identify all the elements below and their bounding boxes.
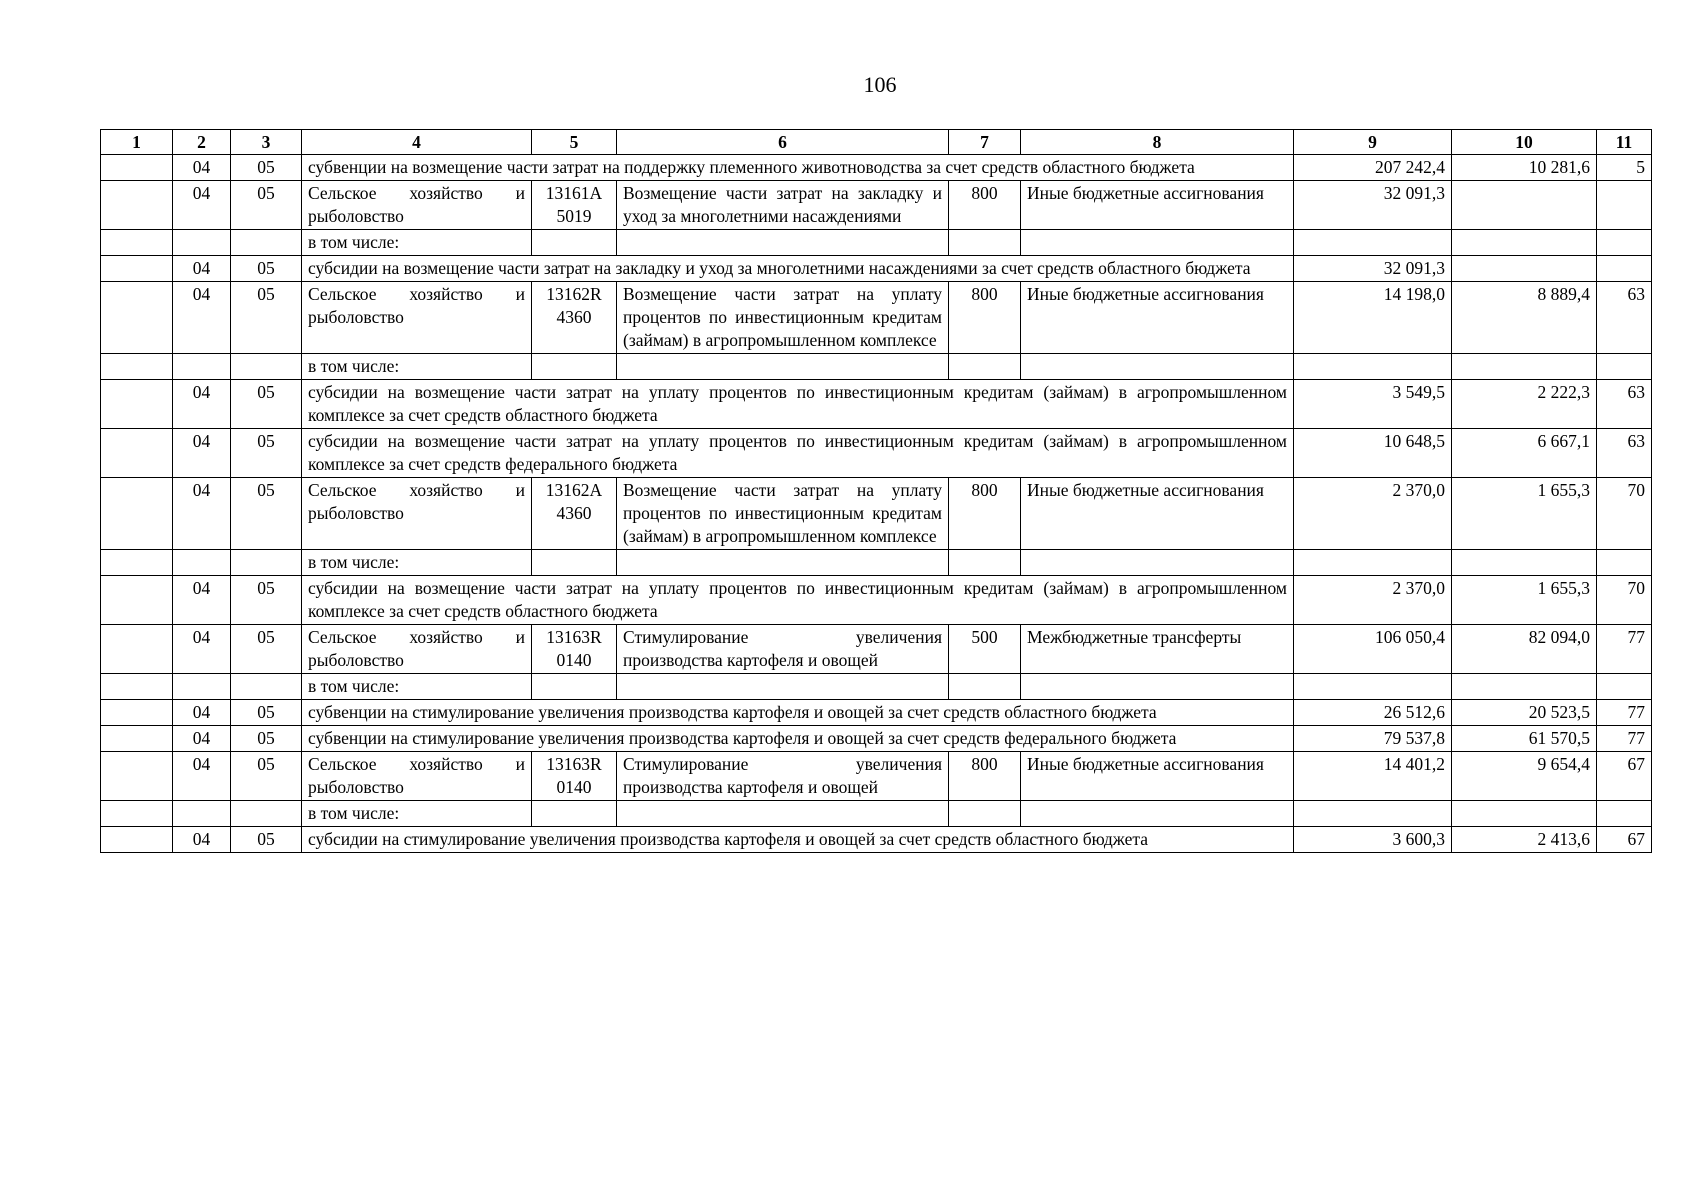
page-number: 106 (863, 72, 897, 97)
section-code: 04 (173, 625, 231, 674)
subsection-code: 05 (231, 155, 302, 181)
section-code: 04 (173, 181, 231, 230)
section-code: 04 (173, 478, 231, 550)
empty-cell (101, 230, 173, 256)
column-header-11: 11 (1597, 130, 1652, 155)
column-header-7: 7 (949, 130, 1021, 155)
empty-cell (532, 354, 617, 380)
percent-col11: 70 (1597, 576, 1652, 625)
expense-type-code: 800 (949, 478, 1021, 550)
percent-col11 (1597, 181, 1652, 230)
column-header-4: 4 (302, 130, 532, 155)
empty-cell (949, 801, 1021, 827)
empty-cell (101, 354, 173, 380)
empty-cell (231, 354, 302, 380)
amount-col9: 14 401,2 (1294, 752, 1452, 801)
empty-cell (101, 550, 173, 576)
empty-cell (617, 674, 949, 700)
percent-col11: 77 (1597, 700, 1652, 726)
sub-item-row (101, 256, 1652, 282)
amount-col10: 9 654,4 (1452, 752, 1597, 801)
empty-cell (1294, 230, 1452, 256)
percent-col11 (1597, 256, 1652, 282)
percent-col11: 67 (1597, 827, 1652, 853)
empty-cell (1597, 354, 1652, 380)
percent-col11: 63 (1597, 282, 1652, 354)
section-name: Сельское хозяйство и рыболовство (302, 752, 532, 801)
expense-description: Возмещение части затрат на уплату процентов по инвестиционным кредитам (займам) в агропромышленном комплексе (617, 282, 949, 354)
percent-col11: 63 (1597, 429, 1652, 478)
expense-type-name: Межбюджетные трансферты (1021, 625, 1294, 674)
section-name: Сельское хозяйство и рыболовство (302, 625, 532, 674)
column-header-9: 9 (1294, 130, 1452, 155)
expense-type-name: Иные бюджетные ассигнования (1021, 282, 1294, 354)
expense-type-name: Иные бюджетные ассигнования (1021, 181, 1294, 230)
section-name: Сельское хозяйство и рыболовство (302, 282, 532, 354)
amount-col10: 2 222,3 (1452, 380, 1597, 429)
empty-cell (617, 354, 949, 380)
amount-col10: 82 094,0 (1452, 625, 1597, 674)
header-row (101, 130, 1652, 155)
expense-type-name: Иные бюджетные ассигнования (1021, 752, 1294, 801)
amount-col9: 3 549,5 (1294, 380, 1452, 429)
amount-col9: 207 242,4 (1294, 155, 1452, 181)
amount-col9: 14 198,0 (1294, 282, 1452, 354)
subsection-code: 05 (231, 256, 302, 282)
sub-item-row (101, 380, 1652, 429)
percent-col11: 77 (1597, 726, 1652, 752)
note-text: в том числе: (302, 230, 532, 256)
expense-type-code: 800 (949, 282, 1021, 354)
main-item-row (101, 478, 1652, 550)
amount-col10: 10 281,6 (1452, 155, 1597, 181)
amount-col10: 1 655,3 (1452, 576, 1597, 625)
empty-cell (1294, 354, 1452, 380)
amount-col10: 8 889,4 (1452, 282, 1597, 354)
amount-col9: 26 512,6 (1294, 700, 1452, 726)
empty-cell (101, 700, 173, 726)
subsection-code: 05 (231, 380, 302, 429)
note-row (101, 230, 1652, 256)
empty-cell (101, 726, 173, 752)
sub-item-row (101, 827, 1652, 853)
target-article-code: 13162А 4360 (532, 478, 617, 550)
amount-col10 (1452, 181, 1597, 230)
empty-cell (1597, 674, 1652, 700)
note-text: в том числе: (302, 354, 532, 380)
empty-cell (1452, 354, 1597, 380)
empty-cell (101, 181, 173, 230)
expense-type-name: Иные бюджетные ассигнования (1021, 478, 1294, 550)
subsection-code: 05 (231, 827, 302, 853)
section-code: 04 (173, 256, 231, 282)
budget-table (100, 129, 1652, 853)
percent-col11: 63 (1597, 380, 1652, 429)
empty-cell (949, 674, 1021, 700)
amount-col10: 6 667,1 (1452, 429, 1597, 478)
amount-col9: 106 050,4 (1294, 625, 1452, 674)
sub-item-description: субвенции на стимулирование увеличения производства картофеля и овощей за счет средств областного бюджета (302, 700, 1294, 726)
sub-item-description: субсидии на возмещение части затрат на уплату процентов по инвестиционным кредитам (займам) в агропромышленном комплексе за счет средств областного бюджета (302, 380, 1294, 429)
empty-cell (532, 801, 617, 827)
amount-col9: 32 091,3 (1294, 181, 1452, 230)
empty-cell (101, 380, 173, 429)
empty-cell (949, 550, 1021, 576)
empty-cell (532, 550, 617, 576)
percent-col11: 77 (1597, 625, 1652, 674)
empty-cell (101, 256, 173, 282)
empty-cell (101, 282, 173, 354)
expense-type-code: 500 (949, 625, 1021, 674)
subsection-code: 05 (231, 700, 302, 726)
section-code: 04 (173, 155, 231, 181)
empty-cell (101, 576, 173, 625)
empty-cell (1452, 550, 1597, 576)
subsection-code: 05 (231, 752, 302, 801)
target-article-code: 13163R 0140 (532, 752, 617, 801)
section-code: 04 (173, 700, 231, 726)
empty-cell (231, 674, 302, 700)
subsection-code: 05 (231, 282, 302, 354)
empty-cell (101, 674, 173, 700)
amount-col10: 20 523,5 (1452, 700, 1597, 726)
empty-cell (1597, 230, 1652, 256)
column-header-10: 10 (1452, 130, 1597, 155)
main-item-row (101, 282, 1652, 354)
section-code: 04 (173, 576, 231, 625)
section-code: 04 (173, 827, 231, 853)
empty-cell (1452, 674, 1597, 700)
sub-item-row (101, 726, 1652, 752)
column-header-1: 1 (101, 130, 173, 155)
subsection-code: 05 (231, 478, 302, 550)
sub-item-description: субсидии на возмещение части затрат на закладку и уход за многолетними насаждениями за счет средств областного бюджета (302, 256, 1294, 282)
subsection-code: 05 (231, 429, 302, 478)
subsection-code: 05 (231, 726, 302, 752)
main-item-row (101, 752, 1652, 801)
empty-cell (173, 674, 231, 700)
amount-col9: 3 600,3 (1294, 827, 1452, 853)
subsection-code: 05 (231, 576, 302, 625)
amount-col10: 1 655,3 (1452, 478, 1597, 550)
empty-cell (532, 230, 617, 256)
note-row (101, 354, 1652, 380)
column-header-2: 2 (173, 130, 231, 155)
section-name: Сельское хозяйство и рыболовство (302, 181, 532, 230)
section-code: 04 (173, 752, 231, 801)
note-row (101, 801, 1652, 827)
empty-cell (1452, 230, 1597, 256)
section-code: 04 (173, 429, 231, 478)
empty-cell (1294, 801, 1452, 827)
empty-cell (1294, 550, 1452, 576)
empty-cell (1021, 674, 1294, 700)
amount-col9: 10 648,5 (1294, 429, 1452, 478)
subsection-code: 05 (231, 625, 302, 674)
empty-cell (173, 550, 231, 576)
empty-cell (617, 550, 949, 576)
empty-cell (101, 478, 173, 550)
empty-cell (949, 354, 1021, 380)
expense-description: Возмещение части затрат на уплату процентов по инвестиционным кредитам (займам) в агропромышленном комплексе (617, 478, 949, 550)
empty-cell (173, 230, 231, 256)
note-text: в том числе: (302, 801, 532, 827)
empty-cell (173, 354, 231, 380)
note-row (101, 550, 1652, 576)
expense-type-code: 800 (949, 752, 1021, 801)
empty-cell (1597, 801, 1652, 827)
subsection-code: 05 (231, 181, 302, 230)
empty-cell (231, 550, 302, 576)
expense-description: Стимулирование увеличения производства картофеля и овощей (617, 752, 949, 801)
section-code: 04 (173, 380, 231, 429)
amount-col9: 2 370,0 (1294, 576, 1452, 625)
section-name: Сельское хозяйство и рыболовство (302, 478, 532, 550)
percent-col11: 5 (1597, 155, 1652, 181)
empty-cell (231, 801, 302, 827)
empty-cell (101, 625, 173, 674)
amount-col9: 32 091,3 (1294, 256, 1452, 282)
empty-cell (101, 155, 173, 181)
sub-item-row (101, 155, 1652, 181)
target-article-code: 13161А 5019 (532, 181, 617, 230)
amount-col10: 61 570,5 (1452, 726, 1597, 752)
section-code: 04 (173, 282, 231, 354)
column-header-8: 8 (1021, 130, 1294, 155)
empty-cell (949, 230, 1021, 256)
empty-cell (101, 752, 173, 801)
empty-cell (231, 230, 302, 256)
table-body (101, 155, 1652, 853)
amount-col10: 2 413,6 (1452, 827, 1597, 853)
sub-item-description: субвенции на стимулирование увеличения производства картофеля и овощей за счет средств федерального бюджета (302, 726, 1294, 752)
empty-cell (617, 230, 949, 256)
empty-cell (617, 801, 949, 827)
empty-cell (101, 801, 173, 827)
note-text: в том числе: (302, 550, 532, 576)
note-text: в том числе: (302, 674, 532, 700)
column-header-5: 5 (532, 130, 617, 155)
sub-item-description: субсидии на возмещение части затрат на уплату процентов по инвестиционным кредитам (займам) в агропромышленном комплексе за счет средств федерального бюджета (302, 429, 1294, 478)
empty-cell (173, 801, 231, 827)
percent-col11: 70 (1597, 478, 1652, 550)
empty-cell (1597, 550, 1652, 576)
target-article-code: 13163R 0140 (532, 625, 617, 674)
percent-col11: 67 (1597, 752, 1652, 801)
column-header-6: 6 (617, 130, 949, 155)
sub-item-row (101, 429, 1652, 478)
section-code: 04 (173, 726, 231, 752)
empty-cell (1021, 801, 1294, 827)
empty-cell (532, 674, 617, 700)
sub-item-description: субсидии на стимулирование увеличения производства картофеля и овощей за счет средств областного бюджета (302, 827, 1294, 853)
sub-item-description: субвенции на возмещение части затрат на поддержку племенного животноводства за счет средств областного бюджета (302, 155, 1294, 181)
amount-col10 (1452, 256, 1597, 282)
main-item-row (101, 181, 1652, 230)
empty-cell (101, 429, 173, 478)
target-article-code: 13162R 4360 (532, 282, 617, 354)
sub-item-description: субсидии на возмещение части затрат на уплату процентов по инвестиционным кредитам (займам) в агропромышленном комплексе за счет средств областного бюджета (302, 576, 1294, 625)
empty-cell (1452, 801, 1597, 827)
sub-item-row (101, 576, 1652, 625)
expense-description: Стимулирование увеличения производства картофеля и овощей (617, 625, 949, 674)
amount-col9: 79 537,8 (1294, 726, 1452, 752)
empty-cell (1294, 674, 1452, 700)
empty-cell (1021, 550, 1294, 576)
note-row (101, 674, 1652, 700)
sub-item-row (101, 700, 1652, 726)
empty-cell (1021, 354, 1294, 380)
expense-type-code: 800 (949, 181, 1021, 230)
expense-description: Возмещение части затрат на закладку и уход за многолетними насаждениями (617, 181, 949, 230)
main-item-row (101, 625, 1652, 674)
empty-cell (1021, 230, 1294, 256)
amount-col9: 2 370,0 (1294, 478, 1452, 550)
empty-cell (101, 827, 173, 853)
column-header-3: 3 (231, 130, 302, 155)
